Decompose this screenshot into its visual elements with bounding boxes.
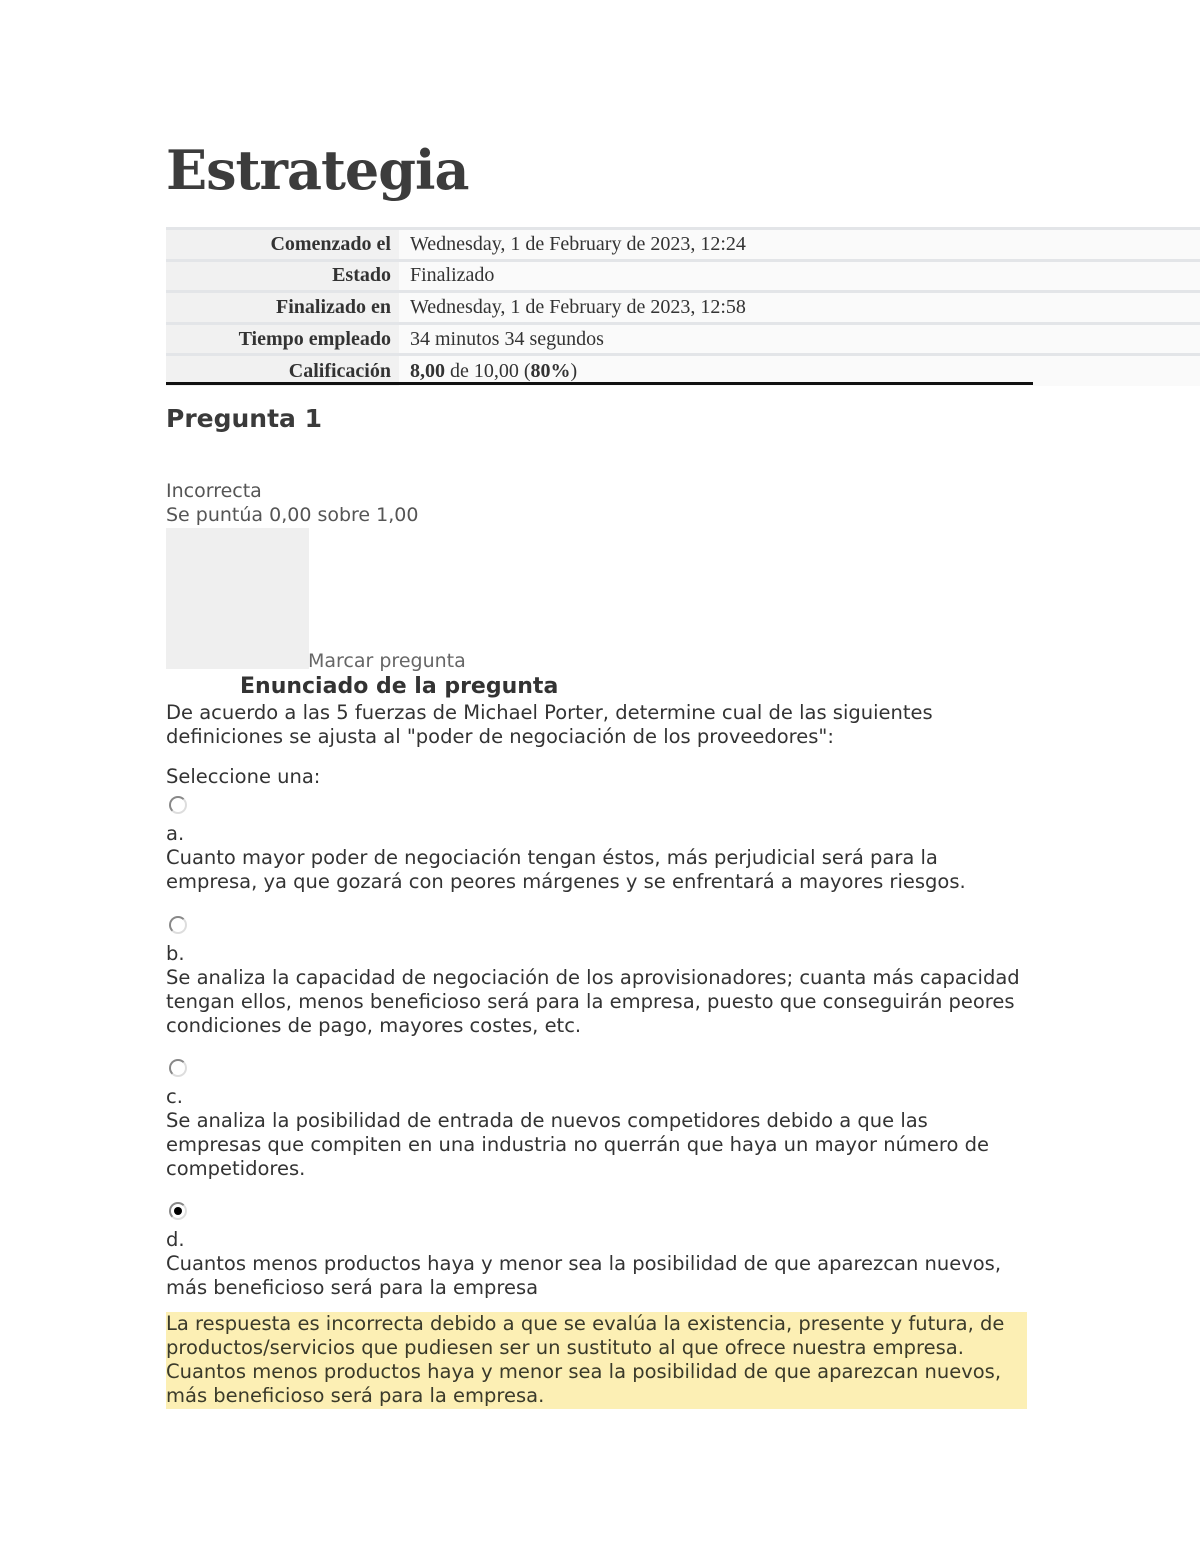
- summary-label: Comenzado el: [166, 229, 399, 261]
- answer-feedback: La respuesta es incorrecta debido a que se evalúa la existencia, presente y futura, de productos/servicios que pudiesen ser un sustituto al que ofrece nuestra empresa. Cuantos menos productos haya y menor sea la posibilidad de que aparezcan nuevos, más beneficioso será para la empresa.: [166, 1312, 1027, 1409]
- answer-option-a[interactable]: [166, 796, 1026, 894]
- flag-icon-placeholder[interactable]: [166, 528, 309, 669]
- grade-percent: 80%: [530, 359, 571, 382]
- radio-button-checked[interactable]: [169, 1202, 187, 1220]
- summary-row-state: [166, 260, 1200, 292]
- option-text: Cuantos menos productos haya y menor sea la posibilidad de que aparezcan nuevos, más beneficioso será para la empresa: [166, 1252, 1002, 1299]
- select-one-label: Seleccione una:: [166, 765, 321, 788]
- answer-option-d[interactable]: [166, 1202, 1026, 1300]
- summary-row-finished: [166, 292, 1200, 324]
- summary-label: Tiempo empleado: [166, 323, 399, 355]
- summary-value: Finalizado: [399, 260, 1200, 292]
- option-letter: b.: [166, 942, 185, 965]
- grade-out-of: de 10,00 (: [445, 359, 531, 382]
- answer-option-c[interactable]: [166, 1059, 1026, 1181]
- question-stem-heading: Enunciado de la pregunta: [240, 674, 559, 699]
- option-letter: a.: [166, 822, 185, 845]
- question-text: De acuerdo a las 5 fuerzas de Michael Porter, determine cual de las siguientes definiciones se ajusta al "poder de negociación de los proveedores":: [166, 701, 933, 748]
- option-text: Se analiza la capacidad de negociación de los aprovisionadores; cuanta más capacidad tengan ellos, menos beneficioso será para la empresa, puesto que conseguirán peores condiciones de pago, mayores costes, etc.: [166, 966, 1020, 1037]
- quiz-title: Estrategia: [166, 138, 469, 202]
- summary-label: Finalizado en: [166, 292, 399, 324]
- summary-row-started: [166, 229, 1200, 261]
- question-state: Incorrecta: [166, 480, 262, 502]
- question-grade: Se puntúa 0,00 sobre 1,00: [166, 504, 419, 526]
- radio-button[interactable]: [169, 916, 187, 934]
- radio-button[interactable]: [169, 796, 187, 814]
- summary-row-time-taken: [166, 323, 1200, 355]
- summary-value: Wednesday, 1 de February de 2023, 12:58: [399, 292, 1200, 324]
- grade-score: 8,00: [410, 359, 445, 382]
- grade-close: ): [570, 359, 578, 382]
- radio-button[interactable]: [169, 1059, 187, 1077]
- question-info: [166, 479, 418, 527]
- summary-bottom-rule: [166, 382, 1033, 385]
- summary-value: 34 minutos 34 segundos: [399, 323, 1200, 355]
- answer-option-b[interactable]: [166, 916, 1026, 1038]
- option-text: Cuanto mayor poder de negociación tengan éstos, más perjudicial será para la empresa, ya que gozará con peores márgenes y se enfrentará a mayores riesgos.: [166, 846, 966, 893]
- flag-question-link[interactable]: Marcar pregunta: [308, 650, 466, 672]
- attempt-summary-table: [166, 227, 1200, 386]
- option-letter: d.: [166, 1228, 185, 1251]
- summary-value: Wednesday, 1 de February de 2023, 12:24: [399, 229, 1200, 261]
- summary-label: Calificación: [166, 355, 399, 387]
- option-letter: c.: [166, 1085, 183, 1108]
- summary-label: Estado: [166, 260, 399, 292]
- option-text: Se analiza la posibilidad de entrada de nuevos competidores debido a que las empresas que compiten en una industria no querrán que haya un mayor número de competidores.: [166, 1109, 990, 1180]
- question-title: Pregunta 1: [166, 404, 323, 433]
